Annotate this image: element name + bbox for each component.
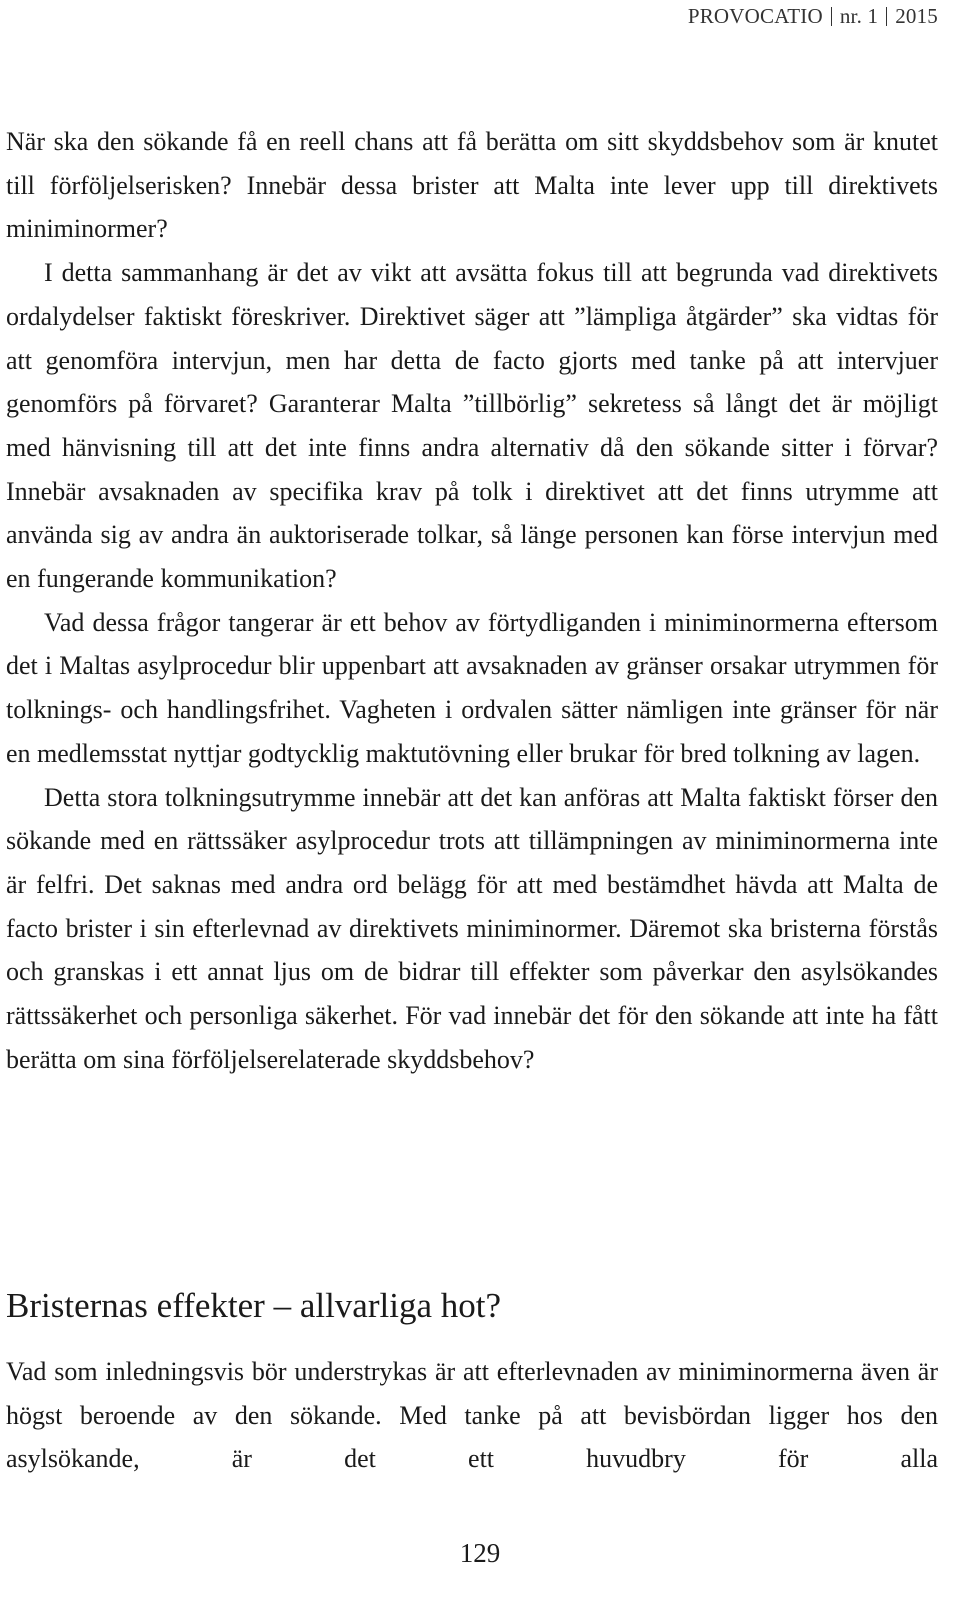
- section-paragraph-1: Vad som inledningsvis bör understrykas är att efterlevnaden av miniminormerna även är högst beroende av den sökande. Med tanke på att bevisbördan ligger hos den asylsökande, är det ett huvudbry för alla: [6, 1357, 938, 1474]
- page-number: 129: [459, 1538, 501, 1568]
- header-separator: [886, 7, 887, 26]
- paragraph-1: När ska den sökande få en reell chans att få berätta om sitt skyddsbehov som är knutet till förföljelserisken? Innebär dessa brister att Malta inte lever upp till direktivets miniminormer?: [6, 127, 938, 244]
- issue-year: 2015: [895, 4, 938, 28]
- paragraph-2: I detta sammanhang är det av vikt att avsätta fokus till att begrunda vad direktivets ordalydelser faktiskt föreskriver. Direktivet säger att ”lämpliga åtgärder” ska vidtas för att genomföra intervjun, men har detta de facto gjorts med tanke på att intervjuer genomförs på förvaret? Garanterar Malta ”tillbörlig” sekretess så långt det är möjligt med hänvisning till att det inte finns andra alternativ då den sökande sitter i förvar? Innebär avsaknaden av specifika krav på tolk i direktivet att det finns utrymme att använda sig av andra än auktoriserade tolkar, så länge personen kan förse intervjun med en fungerande kommunikation?: [6, 258, 938, 594]
- paragraph-3: Vad dessa frågor tangerar är ett behov av förtydliganden i miniminormerna eftersom det i Maltas asylprocedur blir uppenbart att avsaknaden av gränser orsakar utrymmen för tolknings- och handlingsfrihet. Vagheten i ordvalen sätter nämligen inte gränser för när en medlemsstat nyttjar godtycklig maktutövning eller brukar för bred tolkning av lagen.: [6, 607, 938, 768]
- paragraph-4: Detta stora tolkningsutrymme innebär att det kan anföras att Malta faktiskt förser den sökande med en rättssäker asylprocedur trots att tillämpningen av miniminormerna inte är felfri. Det saknas med andra ord belägg för att med bestämdhet hävda att Malta de facto brister i sin efterlevnad av direktivets miniminormer. Däremot ska bristerna förstås och granskas i ett annat ljus om de bidrar till effekter som påverkar den asylsökandes rättssäkerhet och personliga säkerhet. För vad innebär det för den sökande att inte ha fått berätta om sina förföljelserelaterade skyddsbehov?: [6, 782, 938, 1074]
- running-header: [688, 4, 938, 29]
- issue-number: nr. 1: [839, 4, 879, 28]
- body-text: [6, 120, 938, 1081]
- journal-name: PROVOCATIO: [687, 4, 823, 28]
- section-body-text: [6, 1350, 938, 1481]
- header-separator: [831, 7, 832, 26]
- section-heading: Bristernas effekter – allvarliga hot?: [6, 1286, 501, 1325]
